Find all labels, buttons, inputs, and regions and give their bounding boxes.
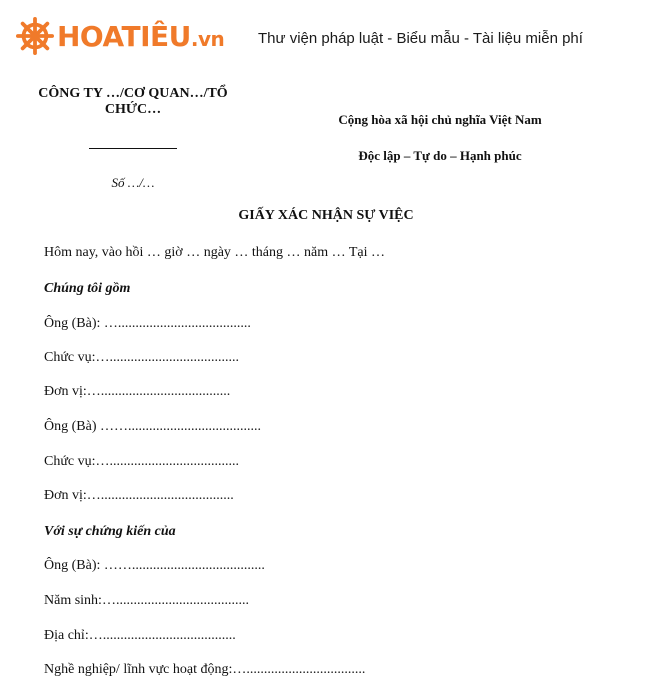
logo-wordmark	[57, 20, 224, 53]
national-title: Cộng hòa xã hội chủ nghĩa Việt Nam	[338, 112, 542, 127]
witness-name-field: Ông (Bà): ……......................................	[44, 558, 265, 573]
organization-name: CÔNG TY …/CƠ QUAN…/TỔ CHỨC…	[38, 86, 228, 117]
member1-name-field: Ông (Bà): …......................................	[44, 316, 251, 331]
member2-name-field: Ông (Bà) ……......................................	[44, 419, 261, 434]
witness-occupation-field: Nghề nghiệp/ lĩnh vực hoạt động:…..................................	[44, 662, 366, 677]
member1-position-field: Chức vụ:….....................................	[44, 350, 240, 365]
section-witness-heading: Với sự chứng kiến của	[44, 524, 176, 539]
section-members-heading: Chúng tôi gồm	[44, 281, 131, 296]
document-number: Số …/…	[111, 175, 155, 190]
site-logo[interactable]	[16, 14, 224, 58]
logo-text: HOATIÊU	[57, 19, 191, 53]
member1-unit-field: Đơn vị:….....................................	[44, 384, 231, 399]
ship-wheel-icon	[16, 17, 54, 55]
intro-line: Hôm nay, vào hồi … giờ … ngày … tháng … năm … Tại …	[44, 245, 386, 260]
site-header	[0, 0, 652, 70]
witness-birth-field: Năm sinh:…......................................	[44, 593, 249, 608]
member2-unit-field: Đơn vị:…......................................	[44, 488, 234, 503]
document-title: GIẤY XÁC NHẬN SỰ VIỆC	[238, 208, 414, 223]
org-divider	[89, 148, 177, 149]
member2-position-field: Chức vụ:….....................................	[44, 454, 240, 469]
witness-address-field: Địa chỉ:…......................................	[44, 628, 236, 643]
site-tagline: Thư viện pháp luật - Biểu mẫu - Tài liệu miễn phí	[258, 30, 583, 47]
logo-suffix: .vn	[190, 26, 225, 51]
national-motto: Độc lập – Tự do – Hạnh phúc	[358, 148, 522, 163]
